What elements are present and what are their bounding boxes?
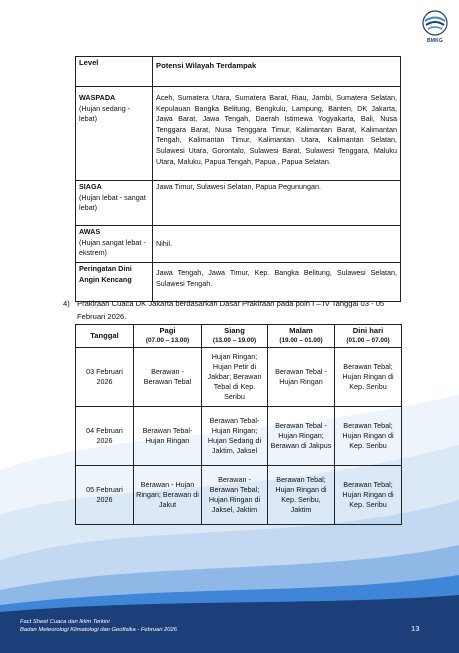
header-label: Siang (224, 326, 245, 335)
forecast-table (75, 324, 402, 525)
cell-pagi: Berawan - Hujan Ringan; Berawan di Jakut (134, 466, 202, 525)
bmkg-logo (420, 8, 450, 50)
level-name: WASPADA (79, 93, 116, 102)
table-row (76, 263, 401, 302)
cell-date: 05 Februari 2026 (76, 466, 134, 525)
header-time-range: (07.00 – 13.00) (145, 337, 190, 344)
table-row (76, 226, 401, 263)
header-label: Tanggal (90, 331, 119, 340)
cell-malam: Berawan Tebal - Hujan Ringan (268, 348, 335, 407)
cell-dini: Berawan Tebal; Hujan Ringan di Kep. Seribu (335, 466, 402, 525)
bmkg-logo-icon (420, 8, 450, 38)
header-pagi (134, 325, 202, 348)
table-row (76, 348, 402, 407)
level-desc: (Hujan sangat lebat - ekstrem) (79, 237, 146, 258)
header-areas: Potensi Wilayah Terdampak (153, 57, 401, 87)
header-time-range: (19.00 – 01.00) (279, 337, 323, 344)
header-malam (268, 325, 335, 348)
header-siang (202, 325, 268, 348)
level-name: Peringatan Dini Angin Kencang (79, 264, 132, 284)
affected-areas: Jawa Timur, Sulawesi Selatan, Papua Pegunungan. (153, 181, 401, 226)
header-tanggal (76, 325, 134, 348)
footer-caption (20, 618, 177, 634)
table-row (76, 181, 401, 226)
cell-siang: Hujan Ringan; Hujan Petir di Jakbar; Berawan Tebal di Kep. Seribu (202, 348, 268, 407)
cell-malam: Berawan Tebal - Hujan Ringan; Berawan di Jakpus (268, 407, 335, 466)
affected-areas: Jawa Tengah, Jawa Timur, Kep. Bangka Belitung, Sulawesi Selatan, Sulawesi Tengah. (153, 263, 401, 302)
forecast-header-row (76, 325, 402, 348)
cell-siang: Berawan Tebal-Hujan Ringan; Hujan Sedang di Jaktim, Jaksel (202, 407, 268, 466)
page-number: 13 (411, 624, 420, 633)
cell-dini: Berawan Tebal; Hujan Ringan di Kep. Seribu (335, 348, 402, 407)
header-time-range: (01.00 – 07.00) (346, 337, 390, 344)
warning-level-table (75, 56, 401, 302)
logo-text: BMKG (426, 38, 444, 44)
cell-dini: Berawan Tebal; Hujan Ringan di Kep. Seribu (335, 407, 402, 466)
table-header-row (76, 57, 401, 87)
header-label: Dini hari (352, 326, 384, 335)
cell-malam: Berawan Tebal; Hujan Ringan di Kep. Seribu, Jaktim (268, 466, 335, 525)
section-text: Prakiraan Cuaca DK Jakarta berdasarkan Dasar Prakiraan pada poin I – IV Tanggal 03 - 05 Februari 2026. (77, 299, 385, 321)
header-dini-hari (335, 325, 402, 348)
footer-line-2: Badan Meteorologi Klimatologi dan Geofisika - Februari 2026 (20, 627, 177, 633)
table-row (76, 87, 401, 181)
header-level: Level (76, 57, 153, 87)
level-name: AWAS (79, 227, 101, 236)
level-desc: (Hujan lebat - sangat lebat) (79, 192, 146, 213)
cell-pagi: Berawan - Berawan Tebal (134, 348, 202, 407)
level-desc: (Hujan sedang - lebat) (79, 103, 131, 124)
header-label: Pagi (159, 326, 176, 335)
cell-pagi: Berawan Tebal-Hujan Ringan (134, 407, 202, 466)
section-number: 4) (63, 299, 70, 308)
footer-line-1: Fact Sheet Cuaca dan Iklim Terkini (20, 619, 110, 625)
header-label: Malam (289, 326, 313, 335)
affected-areas: Nihil. (153, 226, 401, 263)
level-name: SIAGA (79, 182, 102, 191)
table-row (76, 407, 402, 466)
cell-date: 04 Februari 2026 (76, 407, 134, 466)
cell-date: 03 Februari 2026 (76, 348, 134, 407)
table-row (76, 466, 402, 525)
cell-siang: Berawan - Berawan Tebal; Hujan Ringan di Jaksel, Jaktim (202, 466, 268, 525)
affected-areas: Aceh, Sumatera Utara, Sumatera Barat, Riau, Jambi, Sumatera Selatan, Kepulauan Bangka Belitung, Bengkulu, Lampung, Banten, DK Jakarta, Jawa Barat, Jawa Tengah, Daerah Istimewa Yogyakarta, Bali, Nusa Tenggara Barat, Nusa Tenggara Timur, Kalimantan Barat, Kalimantan Tengah, Kalimantan Timur, Kalimantan Utara, Kalimantan Selatan, Sulawesi Utara, Gorontalo, Sulawesi Barat, Sulawesi Tenggara, Maluku Utara, Maluku, Papua Tengah, Papua , Papua Selatan. (153, 87, 401, 181)
header-time-range: (13.00 – 19.00) (212, 337, 257, 344)
